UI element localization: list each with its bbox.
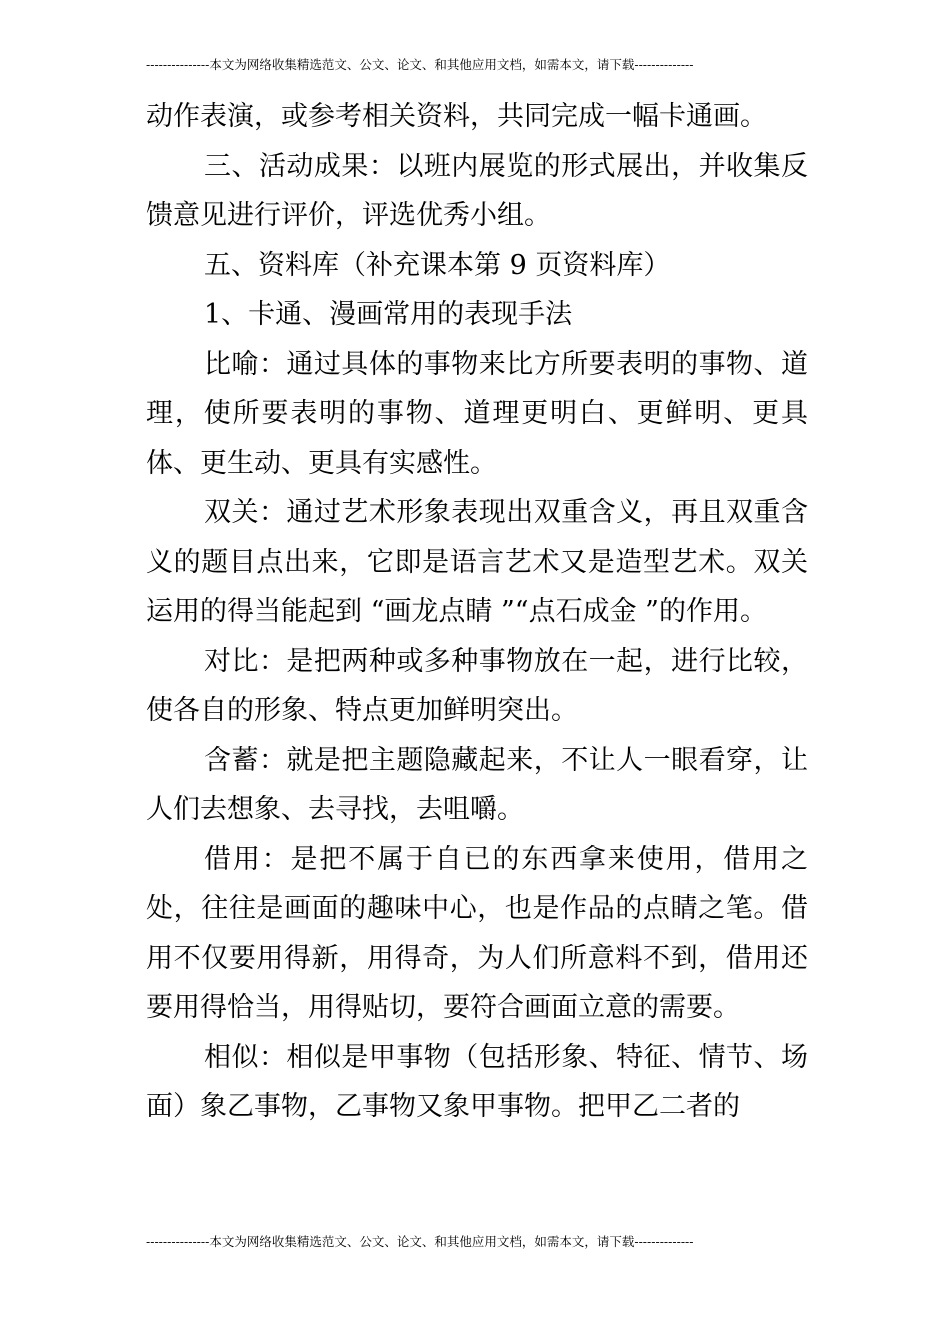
subheading-techniques: 1、卡通、漫画常用的表现手法 — [204, 299, 573, 330]
paragraph-contrast: 对比：是把两种或多种事物放在一起，进行比较，使各自的形象、特点更加鲜明突出。 — [146, 645, 808, 726]
document-body — [146, 92, 808, 1132]
paragraph-continuation: 动作表演，或参考相关资料，共同完成一幅卡通画。 — [146, 101, 767, 132]
running-footer: ---------------本文为网络收集精选范文、公文、论文、和其他应用文档，如需本文，请下载-------------- — [146, 1234, 694, 1249]
paragraph-borrowing: 借用：是把不属于自已的东西拿来使用，借用之处，往往是画面的趣味中心，也是作品的点睛之笔。借用不仅要用得新，用得奇，为人们所意料不到，借用还要用得恰当，用得贴切，要符合画面立意的需要。 — [146, 843, 808, 1023]
paragraph-implicit: 含蓄：就是把主题隐藏起来，不让人一眼看穿，让人们去想象、去寻找，去咀嚼。 — [146, 744, 808, 825]
paragraph-similarity: 相似：相似是甲事物（包括形象、特征、情节、场面）象乙事物，乙事物又象甲事物。把甲乙二者的 — [146, 1041, 808, 1122]
section-heading-resource-library: 五、资料库（补充课本第 9 页资料库） — [204, 249, 671, 281]
paragraph-activity-results: 三、活动成果：以班内展览的形式展出，并收集反馈意见进行评价，评选优秀小组。 — [146, 150, 808, 231]
paragraph-double-meaning: 双关：通过艺术形象表现出双重含义，再且双重含义的题目点出来，它即是语言艺术又是造型艺术。双关运用的得当能起到 “画龙点睛 ”“点石成金 ”的作用。 — [146, 497, 808, 627]
paragraph-metaphor: 比喻：通过具体的事物来比方所要表明的事物、道理，使所要表明的事物、道理更明白、更鲜明、更具体、更生动、更具有实感性。 — [146, 348, 808, 479]
running-header: ---------------本文为网络收集精选范文、公文、论文、和其他应用文档，如需本文，请下载-------------- — [146, 57, 694, 72]
